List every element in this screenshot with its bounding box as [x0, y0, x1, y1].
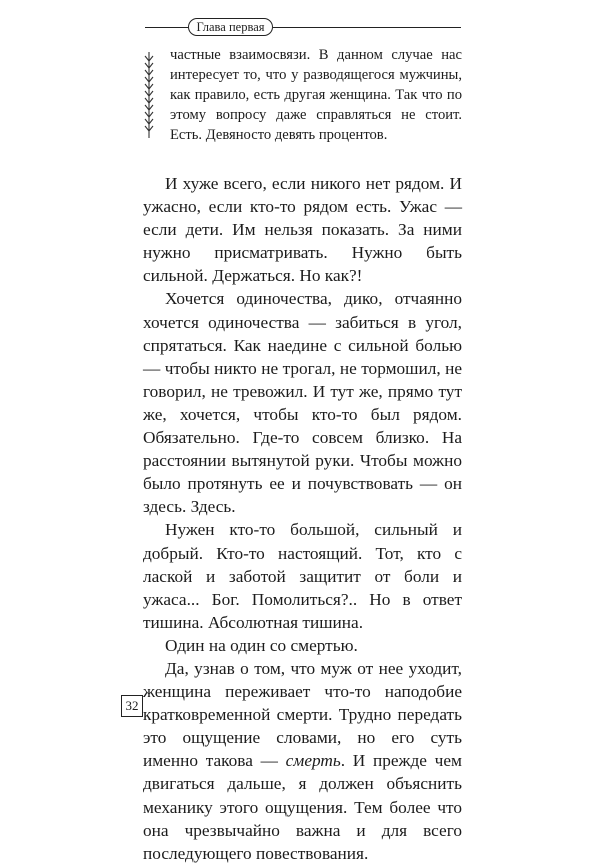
- paragraph: И хуже всего, если никого нет рядом. И ужасно, если кто-то рядом есть. Ужас — если дети. Им нельзя показать. За ними нужно присматривать. Нужно быть сильной. Держаться. Но как?!: [143, 174, 462, 286]
- text-before-emphasis: Да, узнав о том, что муж от нее уходит, женщина переживает что-то наподобие кратковременной смерти. Трудно передать это ощущение словами, но его суть именно такова —: [143, 658, 462, 771]
- paragraph: Один на один со смертью.: [165, 635, 358, 655]
- chapter-title: Глава первая: [188, 18, 273, 36]
- note-text: частные взаимосвязи. В данном случае нас интересует то, что у разводящегося мужчины, как правило, есть другая женщина. Так что по этому вопросу даже справляться не стоит. Есть. Девяносто девять процентов.: [170, 47, 462, 143]
- text-after-emphasis: . И прежде чем двигаться дальше, я должен объяснить механику этого ощущения. Тем более что она чрезвычайно важна и для всего последующего повествования.: [143, 751, 462, 863]
- paragraph: Нужен кто-то большой, сильный и добрый. Кто-то настоящий. Тот, кто с лаской и заботой защитит от боли и ужаса... Бог. Помолиться?.. Но в ответ тишина. Абсолютная тишина.: [143, 520, 462, 632]
- sidebar-note: [170, 45, 462, 145]
- paragraph: Хочется одиночества, дико, отчаянно хочется одиночества — забиться в угол, спрятаться. Как наедине с сильной болью — чтобы никто не трогал, не тормошил, не говорил, не тревожил. И тут же, прямо тут же, хочется, чтобы кто-то был рядом. Обязательно. Где-то совсем близко. На расстоянии вытянутой руки. Чтобы можно было протянуть ее и почувствовать — он здесь. Здесь.: [143, 289, 462, 517]
- header-rule-left: [145, 27, 188, 28]
- emphasis: смерть: [285, 751, 341, 771]
- main-text: [143, 172, 462, 865]
- paragraph-last: [143, 657, 462, 865]
- page-number: 32: [121, 695, 143, 717]
- ornament-icon: [143, 52, 155, 140]
- header-rule-right: [273, 27, 461, 28]
